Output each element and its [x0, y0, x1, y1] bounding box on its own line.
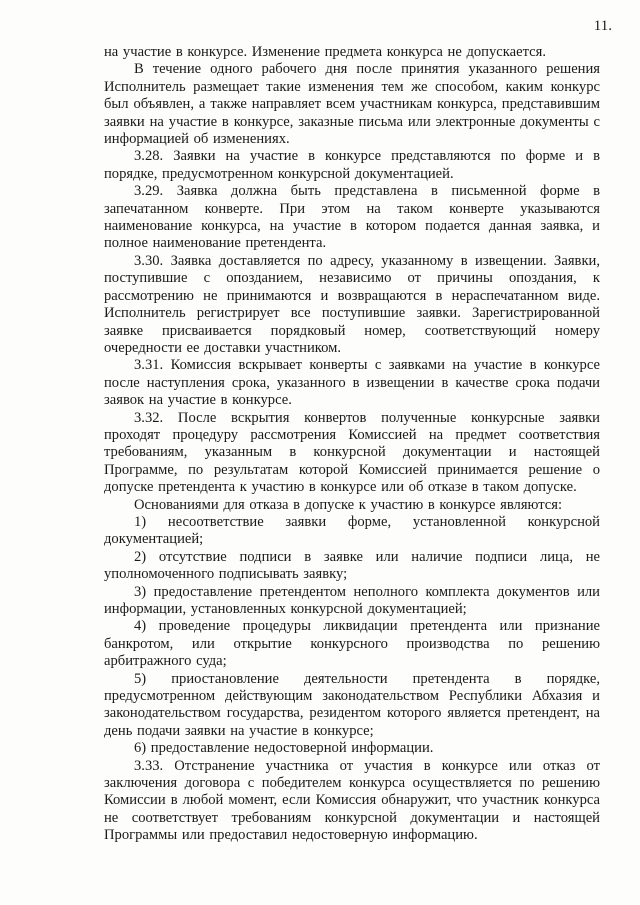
paragraph: 3.29. Заявка должна быть представлена в письменной форме в запечатанном конверте. При этом на таком конверте указываются наименование конкурса, на участие в котором подается данная заявка, и полное наименование претендента.	[104, 183, 600, 252]
paragraph: 2) отсутствие подписи в заявке или наличие подписи лица, не уполномоченного подписывать заявку;	[104, 548, 600, 583]
paragraph: 3.32. После вскрытия конвертов полученные конкурсные заявки проходят процедуру рассмотрения Комиссией на предмет соответствия требованиям, указанным в конкурсной документации и настоящей Программе, по результатам которой Комиссией принимается решение о допуске претендента к участию в конкурсе или об отказе в таком допуске.	[104, 409, 600, 496]
document-body	[104, 44, 600, 845]
paragraph: 1) несоответствие заявки форме, установленной конкурсной документацией;	[104, 513, 600, 548]
page-number: 11.	[593, 18, 612, 34]
paragraph: 4) проведение процедуры ликвидации претендента или признание банкротом, или открытие конкурсного производства по решению арбитражного суда;	[104, 618, 600, 670]
paragraph: 3.30. Заявка доставляется по адресу, указанному в извещении. Заявки, поступившие с опозданием, независимо от причины опоздания, к рассмотрению не принимаются и возвращаются в нераспечатанном виде. Исполнитель регистрирует все поступившие заявки. Зарегистрированной заявке присваивается порядковый номер, соответствующий номеру очередности ее доставки участником.	[104, 252, 600, 356]
paragraph: на участие в конкурсе. Изменение предмета конкурса не допускается.	[104, 44, 546, 60]
paragraph: В течение одного рабочего дня после принятия указанного решения Исполнитель размещает такие изменения тем же способом, каким конкурс был объявлен, а также направляет всем участникам конкурса, представившим заявки на участие в конкурсе, заказные письма или электронные документы с информацией об изменениях.	[104, 61, 600, 148]
paragraph: 3.33. Отстранение участника от участия в конкурсе или отказ от заключения договора с победителем конкурса осуществляется по решению Комиссии в любой момент, если Комиссия обнаружит, что участник конкурса не соответствует требованиям конкурсной документации и настоящей Программы или предоставил недостоверную информацию.	[104, 757, 600, 844]
paragraph: 3.31. Комиссия вскрывает конверты с заявками на участие в конкурсе после наступления срока, указанного в извещении в качестве срока подачи заявок на участие в конкурсе.	[104, 357, 600, 409]
paragraph: 3) предоставление претендентом неполного комплекта документов или информации, установленных конкурсной документацией;	[104, 583, 600, 617]
paragraph: 5) приостановление деятельности претендента в порядке, предусмотренном действующим законодательством Республики Абхазия и законодательством государства, резидентом которого является претендент, на день подачи заявки на участие в конкурсе;	[104, 670, 600, 739]
paragraph: Основаниями для отказа в допуске к участию в конкурсе являются:	[134, 496, 563, 513]
paragraph: 3.28. Заявки на участие в конкурсе представляются по форме и в порядке, предусмотренном конкурсной документацией.	[104, 148, 600, 182]
paragraph: 6) предоставление недостоверной информации.	[134, 740, 434, 757]
